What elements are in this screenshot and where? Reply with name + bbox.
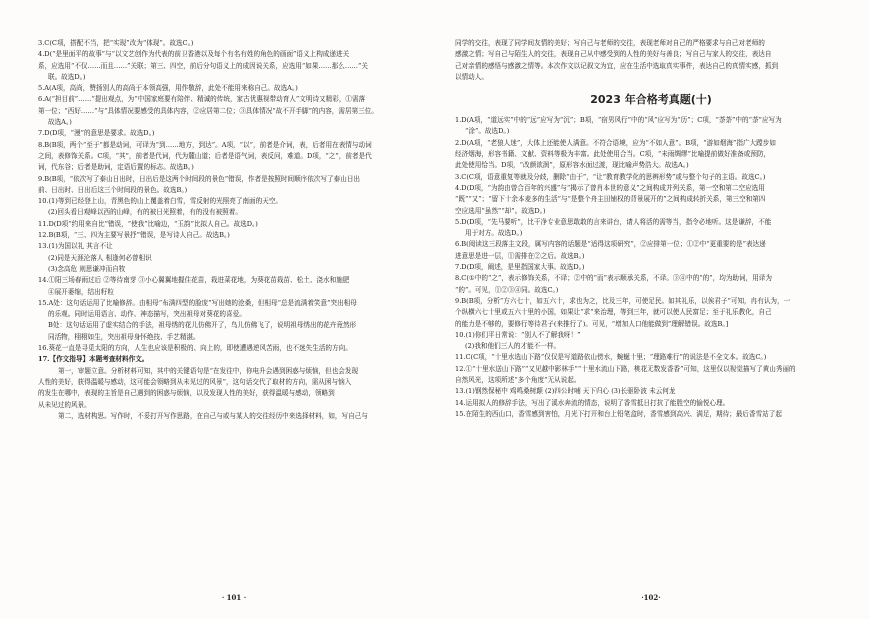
text-line: 5.A(A项，高尚，赞扬别人的高尚于本领高强，用作敬辞，此处不能用来称自己。故选A。) (38, 84, 298, 93)
text-line: 13.(1)为国以礼 其言不让 (38, 242, 113, 251)
text-line: 14.①阳三场春雨过后 ②等待南芽 ③小心翼翼地握住花苗，栽进菜花地，为葵花苗栽苗、松土、浇水和施肥 (38, 276, 350, 285)
text-line: B处：这句话运用了虚实结合的手法，祖母绣的花儿仿佛开了，鸟儿仿佛飞了，说明祖母绣出的花卉竟然形 (48, 321, 357, 330)
text-line: 1.D(A项，“道远实”中的“远”应写为“沉”；B项，“宿男风行”中的“风”应写为“历”；C项，“荼荼”中的“荼”应写为 (455, 116, 782, 125)
text-line: 4.D(D项，“为韵由曾合百年的兴盛”与“揭示了曾肖本世的意义”之间构成并列关系，第一空和第二空应选用 (455, 183, 765, 192)
text-line: 12.B(B项，“三、四为主要写景抒”错误，是写诗人自己。故选B。) (38, 231, 230, 240)
text-line: ④展开萎缩，结出籽粒 (48, 287, 114, 296)
left-page-body (38, 38, 430, 422)
text-line: 前、日出时、日出后这三个时间段的景色。故选B。) (38, 185, 188, 194)
text-line: 个纵横六七十里或五六十里的小国，如果让“求”来治理，等到三年，就可以使人民富足；至于礼乐教化，自己 (455, 308, 772, 317)
text-line: 9.B(B项，分析“方六七十，如五六十，求也为之，比及三年，可使足民。如其礼乐，以俟君子”可知，冉有认为，一 (455, 296, 791, 305)
text-line: (2)同是天涯沦落人 相逢何必曾相识 (48, 253, 152, 262)
right-page (455, 38, 847, 609)
text-line: 联。故选D。) (48, 72, 86, 81)
text-line: 2.D(A项，“老狼人迷”，大体上还能使人满意。不符合语境，应为“不如人意”。B项，“游如烟海”指广大蹚步如 (455, 138, 776, 147)
left-page-number: · 101 · (221, 592, 247, 602)
text-line: 15.A处：这句话运用了比喻修辞。由相母“布满四型的脸庞”写出她的沧桑，但相母“总是流满着笑意”突出相母 (38, 298, 357, 307)
text-line: 7.D(D项，阐述，是里指国家大事。故选D。) (455, 263, 585, 272)
text-line: 14.运用拟人的修辞手法，写出了溪水奔流的情态，说明了香雪抵日打抗了能胜空的愉悦心理。 (455, 398, 730, 407)
text-line: 己对亲情的感悟与感激之情等。本次作文以记叙文为宜，应在生活中选取真实事件，表达自己的真情实感，抓到 (455, 61, 779, 70)
text-line: 的能力是不够的，要修行等待君子(来推行了)。可见，“增加人口他能做到”理解错误。故选B。] (455, 319, 729, 328)
text-line: 经济烟海，形容书籍、文献、资料等极为丰富。此处使用合当。C项，“未雨绸缪”比喻提前做好准备或预防， (455, 150, 771, 159)
text-line: 5.D(D项，“先马要听”，比干净专业意思敢敢的言来讲台，请人将活的需等当，指令必地听。这是谦辞，不能 (455, 217, 772, 226)
text-line: 7.D(D项，“漫”的意思是要求。故选D。) (38, 129, 155, 138)
text-line: 6.B(阅读这三段落主文段，属写内容的话题是“适得这项研究”，②应排第一位；①②中“更重要的是”表达递 (455, 240, 766, 249)
text-line: 11.D(D项“约用来自比”错误，“使我”比喻边，“玉韵”比拟人自己。故选D。) (38, 219, 258, 228)
text-line: (2)回头看日观峰以西的山峰，有的被日光照着，有的没有被照着。 (48, 208, 242, 217)
text-line: 11.C(C项，“十里水选山下路”仅仅是写道路依山傍水，蜿蜒十里；“理路难行”的说法是不全文本。故选C。) (455, 353, 767, 362)
text-line: 第二，选材构思。写作时，不妥打开写作思路，在自己与或与某人的交往经历中来选择材料，如，写自己与 (58, 411, 368, 420)
text-line: 第一，审题立意。分析材料可知，其中的关键语句是“在发往中，你电升会遇到困惑与烦恼，但也会发现 (58, 366, 359, 375)
text-line: 从未见过的风景。 (38, 400, 91, 409)
text-line: (3)念高危 则思谦冲而自牧 (48, 264, 126, 273)
text-line: “涂”。故选D。) (465, 127, 510, 136)
text-line: 感激之情；写自己与陌生人的交往，表现自己从中感受到的人性的美好与善良；写自己与家人的交往，表达自 (455, 50, 772, 59)
right-page-number: ·102· (641, 592, 661, 602)
text-line: 8.B(B项，两个“至于”都是动词，可译为“到……地方，到达”。A项，“以”，前者是介词，表，后者用在表情与动词 (38, 140, 372, 149)
text-line: 12.①“十里水送山下路”“又见越中影林手”“十里水流山下路，桃花无数发香香”可知，这里仅以视觉描写了黄山秀丽的 (455, 364, 796, 373)
text-line: 系，应选用“不仅……而且……”关联；第三、四空，前后分句语义上的成因说关系，应选用“如果……那么……”关 (38, 61, 368, 70)
text-line: “的”。可见，①②③④同。故选C。) (455, 285, 559, 294)
text-line: 16.葵花一直是寻觅太阳的方向，人生也应该是积极的、向上的，即使遭遇逆风苦雨，也不迷失生活的方向。 (38, 344, 352, 353)
right-page-body (455, 115, 847, 420)
text-line: 的发生在哪中，表现的主旨是自己遇到的困惑与烦恼，以及发现人性的美好，获得温暖与感动，领略到 (38, 389, 335, 398)
text-line: 3.C(C项，搭配不当，把“实现”改为“体现”。故选C。) (38, 39, 194, 47)
text-line: 8.C(①中的“之”，表示修饰关系，不译；②中的“而”表示顺承关系，不译。③④中的“的”，均为助词，用译为 (455, 274, 772, 283)
text-line: 4.D(“是里面平的故事”与“以文艺创作为代表的前卫香港以及每个有名有姓的角色的画面”语义上构成递进关 (38, 50, 350, 59)
text-line: 用于对方。故选D。) (465, 229, 523, 238)
text-line: 15.在陌生的西山口，香雪感到害怕，月光下打开和台上铅笔盒时，香雪感到高兴、满足，期待；最后香雪站了起 (455, 409, 782, 418)
text-line: 此处使用恰当。D项，“改颜欲润”，原形容水面过渡，现比喻声势浩大。故选A。) (455, 161, 689, 170)
text-line: 故选A。) (48, 118, 72, 127)
text-line: 3.C(C项，语意重复等就及分歧，删除“由于”，“让”教育教学化的思辨形势”或与整个句子的主语。故选C。) (455, 172, 766, 181)
text-line: 以情动人。 (455, 72, 488, 81)
text-line: 空应选用“虽然”“却”。故选D。) (455, 206, 546, 215)
section-title: 2023 年合格考真题(十) (590, 93, 712, 107)
text-line: 同学的交往，表现了同学间友情的美好；写自己与老师的交往，表现老师对自己的严格要求与自己对老师的 (455, 39, 765, 47)
text-line: 17.【作文指导】本题考查材料作文。 (38, 355, 149, 364)
text-line: 13.(1)钢然保秘中 鸡鸣桑树颠 (2)四公时哺 天下归心 (3)长驱卧波 未云何龙 (455, 387, 676, 396)
text-line: 人性的美好，获得温暖与感动，这可能会领略到从未见过的风景”，这句话交代了取材的方向，需从困与恼入 (38, 377, 352, 386)
text-line: (2)我和他们三人的才能不一样。 (465, 342, 561, 351)
text-line: 同活物，栩栩如生，突出祖母身怀绝技、手艺精湛。 (48, 332, 200, 341)
right-page-continuation (455, 38, 847, 83)
text-line: 10.(1)等到已经登上山，青黑色的山上覆盖着白雪，雪反射的光照亮了南面的天空。 (38, 197, 283, 206)
text-line: 第一位；“西好……”与“具体情况要感受的具体内容，②应居第二位；③具体情况“故不开手脚”的内容，需居第三位。 (38, 106, 378, 115)
text-line: 10.(1)你们平日常说：“别人不了解我呀！” (455, 330, 581, 339)
text-line: 的乐观。同时运用语言、动作、神态描写，突出祖母对葵花的喜爱。 (48, 310, 246, 319)
text-line: 9.B(B项，“依次写了泰山日出时，日出后是这两个时间段的景色”错误，作者是按照时间顺序依次写了泰山日出 (38, 174, 361, 183)
text-line: 词，代东谷；后者是助词，定语后置的标志。故选B。) (38, 163, 194, 172)
text-line: 自然风光，这项所述“多个角度”无从说起。 (455, 376, 581, 385)
text-line: 进意思是进一层，①需排在②之后。故选B。) (455, 251, 585, 260)
text-line: 之间，表修饰关系。C项，“其”，前者是代词，代为麓山道；后者是语气词，表反问，难道。D项，“之”，前者是代 (38, 151, 372, 160)
left-page (38, 38, 430, 609)
text-line: 6.A(“担目前”……“提出观点，为“中国家庭要有陪伴、精诚的传统，家古优惠视带动育人”文明诗又精彩，①需落 (38, 95, 366, 104)
text-line: “既”“又”；“留下十余本麦多的生活”与“是整个舟主田铺权的背景展开的”之间构成转折关系，第三空和第四 (455, 195, 766, 204)
